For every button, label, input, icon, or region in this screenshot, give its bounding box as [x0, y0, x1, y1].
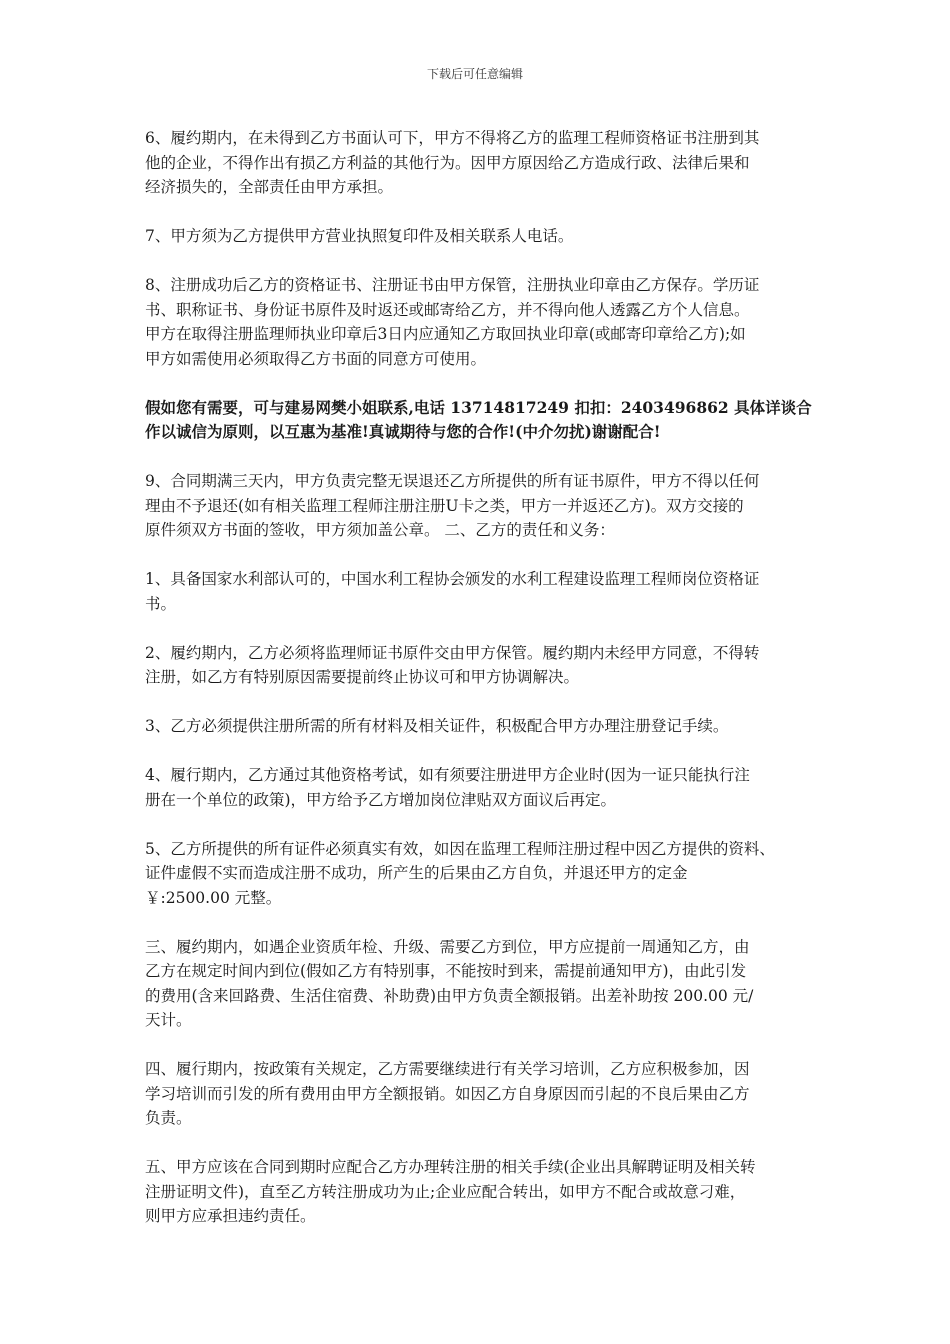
clause-8: [145, 273, 817, 371]
text-line: 原件须双方书面的签收，甲方须加盖公章。 二、乙方的责任和义务：: [145, 521, 615, 539]
text-line: ￥:2500.00 元整。: [145, 888, 282, 907]
clause-6: [145, 126, 817, 200]
text-line: 6、履约期内，在未得到乙方书面认可下，甲方不得将乙方的监理工程师资格证书注册到其: [145, 129, 760, 147]
text-line: 则甲方应承担违约责任。: [145, 1207, 316, 1225]
text-line: 册在一个单位的政策)，甲方给予乙方增加岗位津贴双方面议后再定。: [145, 790, 617, 809]
text-line: 甲方如需使用必须取得乙方书面的同意方可使用。: [145, 349, 487, 368]
section-3: [145, 935, 817, 1033]
text-line: 9、合同期满三天内，甲方负责完整无误退还乙方所提供的所有证书原件，甲方不得以任何: [145, 472, 760, 490]
text-line: 注册，如乙方有特别原因需要提前终止协议可和甲方协调解决。: [145, 668, 580, 686]
text-line: 注册证明文件)，直至乙方转注册成功为止;企业应配合转出，如甲方不配合或故意刁难，: [145, 1182, 746, 1201]
text-line: 理由不予退还(如有相关监理工程师注册注册U卡之类，甲方一并返还乙方)。双方交接的: [145, 496, 744, 515]
text-line: 学习培训而引发的所有费用由甲方全额报销。如因乙方自身原因而引起的不良后果由乙方: [145, 1084, 750, 1103]
text-line: 甲方在取得注册监理师执业印章后3日内应通知乙方取回执业印章(或邮寄印章给乙方);如: [145, 325, 746, 343]
text-line: 8、注册成功后乙方的资格证书、注册证书由甲方保管，注册执业印章由乙方保存。学历证: [145, 276, 760, 294]
text-line: 乙方在规定时间内到位(假如乙方有特别事，不能按时到来，需提前通知甲方)，由此引发: [145, 962, 747, 980]
contact-notice: [145, 396, 817, 445]
text-line: 5、乙方所提供的所有证件必须真实有效，如因在监理工程师注册过程中因乙方提供的资料、: [145, 839, 775, 858]
text-line: 7、甲方须为乙方提供甲方营业执照复印件及相关联系人电话。: [145, 227, 574, 245]
party-b-clause-4: [145, 763, 817, 812]
party-b-clause-3: [145, 714, 817, 739]
section-4: [145, 1057, 817, 1131]
text-line: 4、履行期内，乙方通过其他资格考试，如有须要注册进甲方企业时(因为一证只能执行注: [145, 766, 750, 784]
text-line: 天计。: [145, 1011, 192, 1029]
text-line: 书。: [145, 594, 177, 613]
text-line: 1、具备国家水利部认可的，中国水利工程协会颁发的水利工程建设监理工程师岗位资格证: [145, 570, 760, 588]
clause-7: [145, 224, 817, 249]
text-line: 证件虚假不实而造成注册不成功，所产生的后果由乙方自负，并退还甲方的定金: [145, 864, 688, 882]
text-line: 3、乙方必须提供注册所需的所有材料及相关证件，积极配合甲方办理注册登记手续。: [145, 717, 729, 735]
text-line: 三、履约期内，如遇企业资质年检、升级、需要乙方到位，甲方应提前一周通知乙方，由: [145, 937, 750, 956]
text-line: 他的企业，不得作出有损乙方利益的其他行为。因甲方原因给乙方造成行政、法律后果和: [145, 153, 750, 172]
text-line: 五、甲方应该在合同到期时应配合乙方办理转注册的相关手续(企业出具解聘证明及相关转: [145, 1158, 756, 1176]
text-line: 作以诚信为原则，以互惠为基准!真诚期待与您的合作!(中介勿扰)谢谢配合!: [145, 422, 661, 441]
party-b-clause-1: [145, 567, 817, 616]
text-line: 四、履行期内，按政策有关规定，乙方需要继续进行有关学习培训，乙方应积极参加，因: [145, 1060, 750, 1078]
clause-9: [145, 469, 817, 543]
text-line: 2、履约期内，乙方必须将监理师证书原件交由甲方保管。履约期内未经甲方同意，不得转: [145, 643, 760, 662]
document-body: [145, 126, 817, 1253]
text-line: 的费用(含来回路费、生活住宿费、补助费)由甲方负责全额报销。出差补助按 200.00 元/: [145, 986, 754, 1005]
page-header-note: 下载后可任意编辑: [426, 67, 523, 81]
party-b-clause-2: [145, 641, 817, 690]
text-line: 经济损失的，全部责任由甲方承担。: [145, 178, 394, 196]
party-b-clause-5: [145, 837, 817, 911]
section-5: [145, 1155, 817, 1229]
text-line: 假如您有需要，可与建易网樊小姐联系,电话 13714817249 扣扣：2403496862 具体详谈合: [145, 397, 812, 417]
text-line: 负责。: [145, 1109, 192, 1127]
text-line: 书、职称证书、身份证书原件及时返还或邮寄给乙方，并不得向他人透露乙方个人信息。: [145, 300, 750, 319]
